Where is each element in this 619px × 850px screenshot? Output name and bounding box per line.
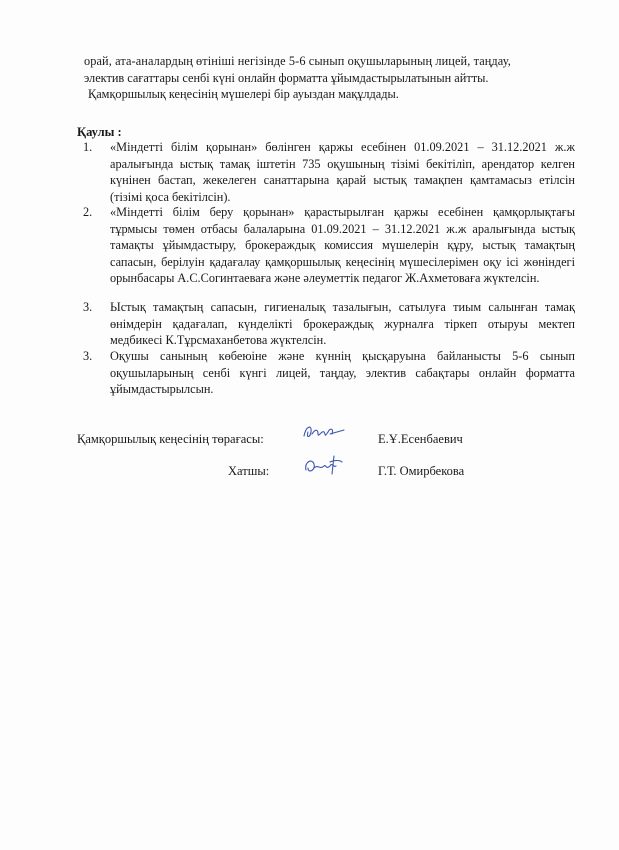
- decision-text: Ыстық тамақтың сапасын, гигиеналық тазалығын, сатылуға тиым салынған тамақ өнімдерін қадағалап, күнделікті брокераждық журналға тіркеп отыруы мектеп медбикесі К.Тұрсмаханбетова жүктелсін.: [110, 300, 575, 347]
- decisions-heading: Қаулы :: [77, 125, 122, 139]
- decision-number: 3.: [83, 349, 93, 363]
- intro-line-3: Қамқоршылық кеңесінің мүшелері бір ауыздан мақұлдады.: [88, 87, 399, 101]
- decision-text: «Міндетті білім қорынан» бөлінген қаржы есебінен 01.09.2021 – 31.12.2021 ж.ж аралығында ыстық тамақ іштетін 735 оқушының тізімі бекітіліп, арендатор келген күнінен бастап, жекелеген санаттарына қарай ыстық тамақпен қамтамасыз етілсін (тізімі қоса бекітілсін).: [110, 140, 575, 204]
- decision-text: «Міндетті білім беру қорынан» қарастырылған қаржы есебінен қамқорлықтағы тұрмысы төмен отбасы балаларына 01.09.2021 – 31.12.2021 ж.ж аралығында ыстық тамақты ұйымдастыру, брокераждық комиссия мүшелерін құру, ыстық тамақтың сапасын, берілуін қадағалау қамқоршылық кеңесінің мүшесілерімен оқу ісі жөніндегі орынбасары А.С.Согинтаеваға және әлеуметтік педагог Ж.Ахметоваға жүктелсін.: [110, 205, 575, 285]
- chair-signature: [300, 420, 350, 449]
- secretary-title: Хатшы:: [228, 464, 270, 478]
- decision-number: 3.: [83, 300, 93, 314]
- decision-number: 1.: [83, 140, 93, 154]
- chair-name: Е.Ұ.Есенбаевич: [378, 432, 463, 446]
- secretary-signature: [300, 452, 348, 485]
- decision-number: 2.: [83, 205, 93, 219]
- secretary-name: Г.Т. Омирбекова: [378, 464, 465, 478]
- decision-text: Оқушы санының көбеюіне және күннің қысқаруына байланысты 5-6 сынып оқушыларының сенбі күнгі лицей, таңдау, электив сабақтары онлайн форматта ұйымдастырылсын.: [110, 349, 575, 396]
- chair-title: Қамқоршылық кеңесінің төрағасы:: [77, 432, 264, 446]
- intro-line-1: орай, ата-аналардың өтініші негізінде 5-6 сынып оқушыларының лицей, таңдау,: [84, 54, 511, 68]
- intro-line-2: электив сағаттары сенбі күні онлайн форматта ұйымдастырылатынын айтты.: [84, 70, 489, 85]
- intro-paragraph: [84, 53, 574, 103]
